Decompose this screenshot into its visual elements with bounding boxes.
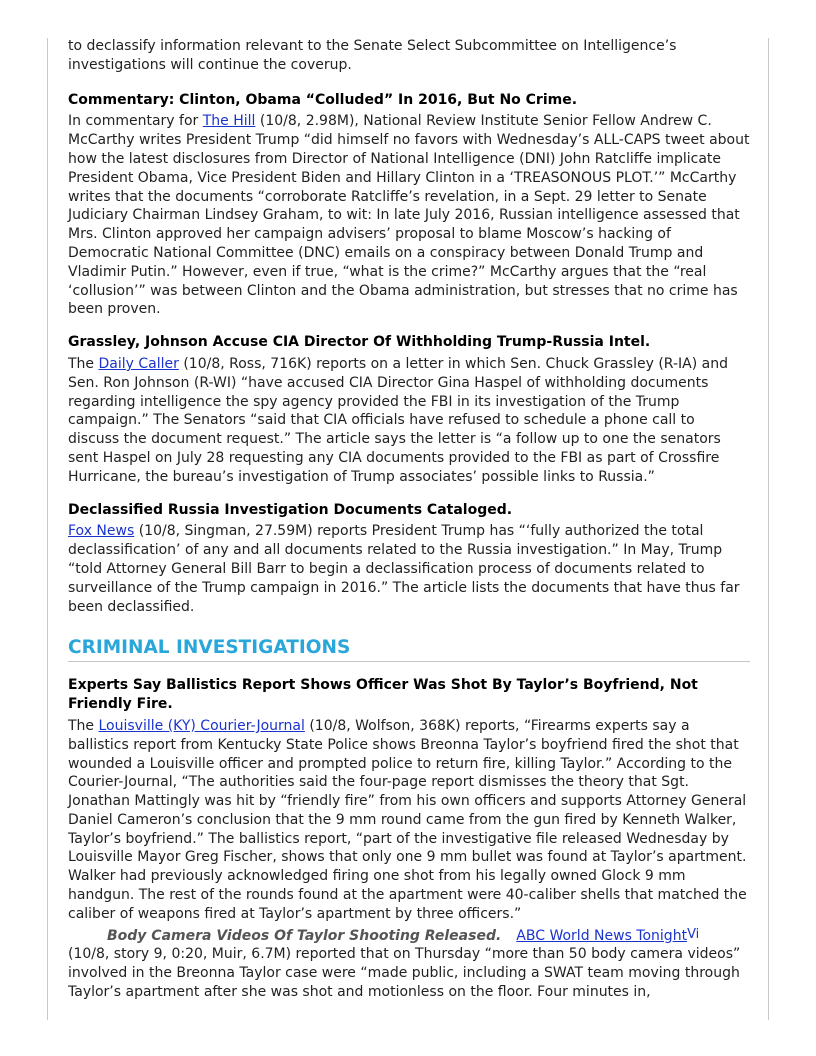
- video-icon[interactable]: Vi: [687, 926, 700, 942]
- sub-article-title: Body Camera Videos Of Taylor Shooting Released.: [107, 927, 502, 944]
- page-border-right: [768, 38, 769, 1020]
- article-paragraph: [68, 717, 750, 924]
- source-link-courier-journal[interactable]: Louisville (KY) Courier-Journal: [98, 717, 305, 734]
- intro-paragraph: to declassify information relevant to the Senate Select Subcommittee on Intelligence’s investigations will continue the coverup.: [68, 38, 677, 73]
- article-paragraph: [68, 112, 750, 319]
- article-headline: Experts Say Ballistics Report Shows Officer Was Shot By Taylor’s Boyfriend, Not Friendly Fire.: [68, 677, 698, 713]
- section-title: CRIMINAL INVESTIGATIONS: [68, 636, 750, 662]
- source-link-the-hill[interactable]: The Hill: [202, 113, 256, 130]
- article-lead-text: The: [68, 717, 99, 734]
- source-link-fox-news[interactable]: Fox News: [68, 523, 135, 540]
- sub-article-body-text: (10/8, story 9, 0:20, Muir, 6.7M) reported that on Thursday “more than 50 body camera videos” involved in the Breonna Taylor case were “made public, including a SWAT team moving through Taylor’s apartment after she was shot and motionless on the floor. Four minutes in,: [68, 946, 741, 1001]
- article-headline: Declassified Russia Investigation Documents Cataloged.: [68, 501, 513, 518]
- article-lead-text: In commentary for: [68, 113, 203, 130]
- sub-article-paragraph: [68, 926, 750, 1002]
- article-paragraph: [68, 355, 750, 487]
- article-headline: Commentary: Clinton, Obama “Colluded” In 2016, But No Crime.: [68, 91, 578, 108]
- article-lead-text: The: [68, 355, 99, 372]
- article-body-text: (10/8, Singman, 27.59M) reports President Trump has “‘fully authorized the total declassification’ of any and all documents related to the Russia investigation.” In May, Trump “told Attorney General Bill Barr to begin a declassification process of documents related to surveillance of the Trump campaign in 2016.” The article lists the documents that have thus far been declassified.: [68, 523, 740, 615]
- source-link-daily-caller[interactable]: Daily Caller: [98, 355, 179, 372]
- article-headline: Grassley, Johnson Accuse CIA Director Of Withholding Trump-Russia Intel.: [68, 334, 651, 351]
- article-body-text: (10/8, Wolfson, 368K) reports, “Firearms experts say a ballistics report from Kentucky State Police shows Breonna Taylor’s boyfriend fired the shot that wounded a Louisville officer and prompted police to return fire, killing Taylor.” According to the Courier-Journal, “The authorities said the four-page report dismisses the theory that Sgt. Jonathan Mattingly was hit by “friendly fire” from his own officers and supports Attorney General Daniel Cameron’s conclusion that the 9 mm round came from the gun fired by Kenneth Walker, Taylor’s boyfriend.” The ballistics report, “part of the investigative file released Wednesday by Louisville Mayor Greg Fischer, shows that only one 9 mm bullet was found at Taylor’s apartment. Walker had previously acknowledged firing one shot from his legally owned Glock 9 mm handgun. The rest of the rounds found at the apartment were 40-caliber shells that matched the caliber of weapons fired at Taylor’s apartment by three officers.”: [68, 717, 747, 922]
- document-content: [68, 37, 750, 1002]
- article-body-text: (10/8, Ross, 716K) reports on a letter in which Sen. Chuck Grassley (R-IA) and Sen. Ron Johnson (R-WI) “have accused CIA Director Gina Haspel of withholding documents regarding intelligence the spy agency provided the FBI in its investigation of the Trump campaign.” The Senators “said that CIA officials have refused to schedule a phone call to discuss the document request.” The article says the letter is “a follow up to one the senators sent Haspel on July 28 requesting any CIA documents provided to the FBI as part of Crossfire Hurricane, the bureau’s investigation of Trump associates’ possible links to Russia.”: [68, 355, 728, 485]
- page-border-left: [47, 38, 48, 1020]
- article-paragraph: [68, 522, 750, 616]
- article-body-text: (10/8, 2.98M), National Review Institute Senior Fellow Andrew C. McCarthy writes President Trump “did himself no favors with Wednesday’s ALL-CAPS tweet about how the latest disclosures from Director of National Intelligence (DNI) John Ratcliffe implicate President Obama, Vice President Biden and Hillary Clinton in a ‘TREASONOUS PLOT.’” McCarthy writes that the documents “corroborate Ratcliffe’s revelation, in a Sept. 29 letter to Senate Judiciary Chairman Lindsey Graham, to wit: In late July 2016, Russian intelligence assessed that Mrs. Clinton approved her campaign advisers’ proposal to blame Moscow’s hacking of Democratic National Committee (DNC) emails on a conspiracy between Donald Trump and Vladimir Putin.” However, even if true, “what is the crime?” McCarthy argues that the “real ‘collusion’” was between Clinton and the Obama administration, but stresses that no crime has been proven.: [68, 113, 750, 318]
- source-link-abc-world-news[interactable]: ABC World News Tonight: [516, 927, 688, 944]
